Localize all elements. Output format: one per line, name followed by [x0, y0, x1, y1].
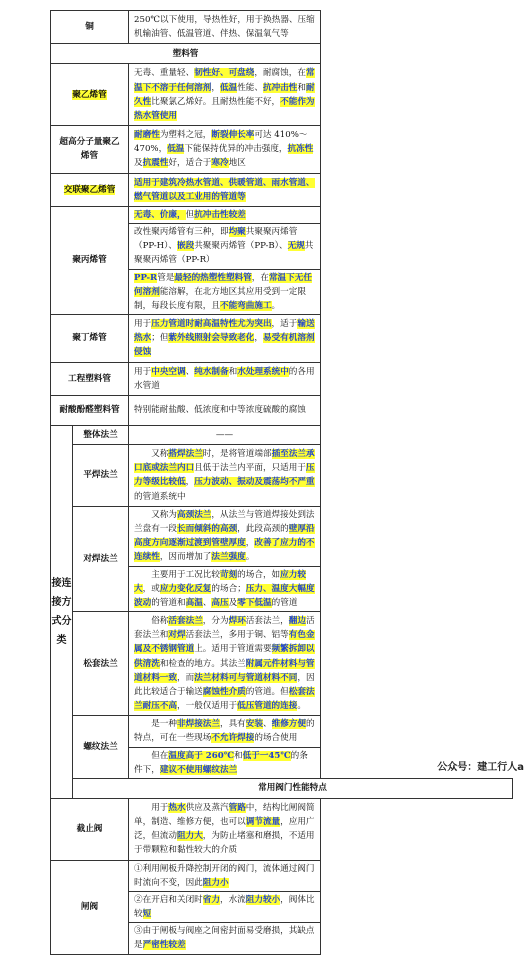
table-row [51, 44, 513, 64]
text: 用于 [134, 319, 152, 330]
keyword: 热水 [168, 802, 186, 813]
text: 活套法兰和 [134, 616, 315, 641]
row-desc-pp [129, 206, 321, 314]
text: ，因此比较适合于输送 [134, 672, 315, 697]
row-label-frp: 耐酸酚醛塑料管 [51, 395, 129, 425]
keyword: 短 [142, 909, 152, 920]
text: 和检查的地方。其法兰 [159, 658, 246, 669]
row-label-pp: 聚丙烯管 [51, 206, 129, 314]
text: 又称 [151, 449, 169, 460]
keyword: 断裂伸长率 [211, 130, 255, 141]
row-label-integral-flange: 整体法兰 [73, 425, 129, 444]
text: 及 [228, 597, 238, 608]
row-desc-pe [129, 64, 321, 126]
text: ，应用广泛，但流动 [134, 817, 315, 842]
keyword: 常温下不溶于任何溶剂 [134, 68, 315, 93]
thread-paragraph-1 [129, 716, 320, 747]
text: ，耐腐蚀，在 [254, 68, 306, 79]
watermark: 公众号：建工行人a [437, 762, 524, 773]
keyword: 压力、温度大幅度波动 [134, 583, 315, 608]
text: 好，适合于 [168, 158, 212, 169]
text: 的各用水管道 [134, 366, 315, 391]
keyword: 压力管道时耐高温特性尤为突出 [151, 319, 272, 330]
row-desc-abs [129, 362, 321, 395]
text: 及 [134, 158, 143, 169]
row-desc-plug-valve [129, 798, 321, 860]
text: ，水流 [219, 894, 246, 905]
keyword: 高压 [211, 597, 229, 608]
keyword: 压力等级比较低 [134, 463, 315, 488]
keyword: 温度高于 260℃ [168, 750, 235, 761]
text: ，为防止堵塞和磨损，不适用于带颗粒和黏性较大的介质 [134, 831, 315, 856]
gate-item-1 [129, 861, 320, 892]
text: 时，是将管道端部 [202, 449, 272, 460]
keyword: 水处理系统中 [237, 366, 289, 377]
row-label-pe [51, 64, 129, 126]
keyword: 紫外线照射会导致老化 [168, 333, 255, 344]
section-heading-valves: 常用阀门性能特点 [73, 778, 513, 798]
text: ， [185, 477, 195, 488]
row-desc-copper: 250℃以下使用，导热性好，用于换热器、压缩机输油管、低温管道、伴热、保温氧气等 [129, 11, 321, 44]
text: 比聚氯乙烯好。且耐热性能不好， [151, 96, 281, 107]
table-row [51, 395, 513, 425]
keyword: 应力较大 [134, 569, 306, 594]
keyword: 低压管道的连接 [237, 701, 298, 712]
text: 和 [228, 366, 238, 377]
row-desc-frp: 特别能耐盐酸、低浓度和中等浓度硫酸的腐蚀 [129, 395, 321, 425]
text: 的管道。但 [245, 686, 289, 697]
table-row [51, 778, 513, 798]
keyword: 苛刻 [219, 569, 238, 580]
text: 和 [234, 750, 243, 761]
keyword: 适用于建筑冷热水管道、供暖管道、雨水管道、燃气管道以及工业用的管道等 [134, 177, 315, 202]
text: 的特点，可在一些现场 [134, 719, 315, 744]
keyword: 嵌段 [177, 241, 195, 252]
text: ，因而增加了 [159, 552, 212, 563]
text: ，适于 [271, 319, 298, 330]
text: 能溶解，在北方地区其应用受到一定限制，每段长度有限，且 [134, 286, 306, 311]
keyword: 安装 [245, 719, 263, 730]
paragraph [134, 447, 315, 504]
pp-segment-1 [129, 207, 320, 224]
text: 为塑料之冠， [159, 130, 212, 141]
row-label-pex [51, 173, 129, 206]
keyword: 寒冷 [211, 158, 229, 169]
text: 供应及蒸汽 [185, 802, 229, 813]
row-desc-loose-flange [129, 612, 321, 716]
keyword: 常温下无任何溶剂 [134, 272, 312, 297]
text: 是一种 [151, 719, 177, 730]
keyword: 不能弯曲施工 [219, 300, 272, 311]
text: ，阀体比较 [134, 894, 315, 920]
keyword: 插至法兰承口底或法兰内口 [134, 449, 315, 474]
row-label-uhmwpe: 超高分子量聚乙烯管 [51, 126, 129, 174]
text: ， [211, 82, 220, 93]
keyword: 管路 [228, 802, 246, 813]
text: 的场合，如 [237, 569, 281, 580]
text: 。 [245, 552, 255, 563]
text: 共聚聚丙烯管（PP-B）、 [194, 241, 288, 252]
text: ， [245, 538, 255, 549]
keyword: 高颈法兰 [177, 509, 212, 520]
keyword: 非焊接法兰 [177, 719, 220, 730]
text: ，或 [142, 583, 160, 594]
row-desc-integral-flange: —— [129, 425, 321, 444]
row-desc-flat-flange [129, 445, 321, 507]
text: ②在开启和关闭时 [134, 894, 203, 905]
keyword: 法兰强度 [211, 552, 246, 563]
table-row [51, 362, 513, 395]
text: 的场合使用 [254, 733, 298, 744]
text: ，一般仅适用于 [177, 701, 238, 712]
text: ；但 [151, 333, 169, 344]
text: 中，结构比闸阀简单，制造、维修方便，也可以 [134, 802, 315, 828]
table-row [51, 798, 513, 860]
table-row [51, 11, 513, 44]
text: 的管道和 [151, 597, 186, 608]
keyword: 维修方便 [271, 719, 306, 730]
row-label-flat-flange: 平焊法兰 [73, 445, 129, 507]
text: ①利用闸板升降控制开闭的阀门，流体通过阀门时流向不变，因此 [134, 863, 315, 888]
keyword: 无毒、价廉， [134, 209, 186, 220]
keyword: 抗冻性 [287, 144, 314, 155]
row-desc-gate-valve [129, 860, 321, 954]
butt-paragraph-2 [129, 567, 320, 612]
text: ，此段高颈的 [237, 523, 289, 534]
keyword: 省力 [202, 894, 220, 905]
table-row [51, 506, 513, 611]
keyword: 纯水制备 [194, 366, 229, 377]
keyword: 阻力大 [177, 831, 203, 842]
text: 的管道 [271, 597, 298, 608]
keyword: 压力波动、振动及震荡均不严重 [194, 477, 315, 488]
text: 、 [185, 366, 195, 377]
keyword: 耐磨性 [134, 130, 160, 141]
keyword: 耐久性 [134, 82, 315, 107]
text: ，具有 [219, 719, 246, 730]
text: ，而 [177, 672, 195, 683]
row-desc-butt-flange [129, 506, 321, 611]
row-label-copper: 铜 [51, 11, 129, 44]
keyword: 低于一45℃ [242, 750, 291, 761]
keyword: 应力变化反复 [159, 583, 212, 594]
table-row [51, 860, 513, 954]
keyword: 附属元件材料与管道材料一致 [134, 658, 315, 683]
text: ③由于闸板与阀座之间密封面易受磨损，其缺点是 [134, 926, 315, 951]
keyword: 频繁拆卸以供清洗 [134, 644, 315, 669]
text: 主要用于工况比较 [151, 569, 220, 580]
keyword: 易受有机溶剂侵蚀 [134, 333, 315, 358]
row-label-thread-flange: 螺纹法兰 [73, 716, 129, 779]
keyword: 不允许焊接 [211, 733, 255, 744]
pipe-material-table [50, 10, 513, 955]
table-row [51, 126, 513, 174]
text: 。 [297, 701, 306, 712]
keyword: 阻力较小 [245, 894, 281, 905]
keyword: 抗冲击性较差 [194, 209, 246, 220]
keyword: 有色金属及不锈钢管道 [134, 630, 315, 655]
keyword: 无规 [287, 241, 305, 252]
keyword: 对焊 [168, 630, 186, 641]
row-label-loose-flange: 松套法兰 [73, 612, 129, 716]
keyword: 不能作为热水管使用 [134, 96, 315, 121]
text: 、 [262, 719, 272, 730]
keyword: 建议不使用螺纹法兰 [159, 764, 238, 775]
table-row [51, 64, 513, 126]
text: 可达 410%～470%， [134, 130, 308, 155]
table-row [51, 173, 513, 206]
keyword: 高温 [185, 597, 203, 608]
pp-segment-2 [129, 224, 320, 270]
gate-item-2 [129, 892, 320, 923]
row-label-gate-valve: 闸阀 [51, 860, 129, 954]
text: 俗称 [151, 616, 169, 627]
text: 共聚聚丙烯管（PP-H）、 [134, 227, 298, 252]
keyword: 壁厚沿高度方向逐渐过渡到管壁厚度 [134, 523, 315, 549]
text: 的场合； [211, 583, 246, 594]
section-heading-plastic: 塑料管 [51, 44, 321, 64]
paragraph [134, 614, 315, 713]
text: 但在 [151, 750, 169, 761]
text: 又称为 [151, 509, 177, 520]
gate-item-3 [129, 923, 320, 953]
keyword: 中央空调 [151, 366, 186, 377]
table-row [51, 425, 513, 444]
text: ， [254, 333, 263, 344]
text: 的条件下， [134, 750, 308, 775]
keyword: 韧性好、可盘绕 [194, 68, 255, 79]
keyword: 焊环 [228, 616, 246, 627]
keyword: 活套法兰 [168, 616, 203, 627]
keyword: 输送热水 [134, 319, 315, 344]
text: 且低于法兰内平面，只适用于 [194, 463, 306, 474]
category-connection: 接连接方式分类 [51, 425, 73, 798]
keyword: 零下低温 [237, 597, 272, 608]
keyword: 腐蚀性介质 [202, 686, 246, 697]
text: 管是 [157, 272, 175, 283]
keyword: 搭焊法兰 [168, 449, 203, 460]
text: 、 [202, 597, 212, 608]
butt-paragraph-1 [129, 507, 320, 567]
text: 地区 [228, 158, 246, 169]
keyword: 最轻的热塑性塑料管 [174, 272, 252, 283]
row-label-abs: 工程塑料管 [51, 362, 129, 395]
text: ，从法兰与管道焊接处到法兰盘有一段 [134, 509, 315, 534]
text: 无毒、重量轻、 [134, 68, 195, 79]
text: 上。适用于管道需要 [194, 644, 272, 655]
keyword: 均聚 [228, 227, 246, 238]
table-row [51, 445, 513, 507]
text: 共聚聚丙烯管（PP-R） [134, 241, 314, 266]
keyword: 抗冲击性 [262, 82, 298, 93]
row-label-butt-flange: 对焊法兰 [73, 506, 129, 611]
row-desc-pb [129, 315, 321, 363]
row-label-plug-valve: 截止阀 [51, 798, 129, 860]
row-label-pb: 聚丁烯管 [51, 315, 129, 363]
text: 和 [297, 82, 306, 93]
text: 改性聚丙烯管有三种，即 [134, 227, 229, 238]
text: ，分为 [202, 616, 229, 627]
table-row [51, 206, 513, 314]
paragraph [134, 801, 315, 858]
text: 。 [271, 300, 281, 311]
row-desc-uhmwpe [129, 126, 321, 174]
keyword: 翻边 [288, 616, 306, 627]
keyword: 改善了应力的不连续性 [134, 538, 315, 563]
table-row [51, 315, 513, 363]
keyword: 严密性较差 [142, 940, 186, 951]
keyword: 长而倾斜的高颈 [177, 523, 238, 534]
text: 性能、 [237, 82, 263, 93]
text: 活套法兰， [245, 616, 289, 627]
text: 用于 [151, 802, 169, 813]
text: 用于 [134, 366, 152, 377]
text: 但 [185, 209, 195, 220]
label-text: 交联聚乙烯管 [63, 184, 116, 195]
label-text: 聚乙烯管 [72, 89, 107, 100]
keyword: PP-R [134, 272, 158, 283]
row-desc-pex [129, 173, 321, 206]
thread-paragraph-2 [129, 748, 320, 778]
keyword: 低温 [219, 82, 238, 93]
keyword: 法兰材料可与管道材料不同 [194, 672, 298, 683]
keyword: 抗震性 [142, 158, 169, 169]
text: 活套法兰，多用于铜、铝等 [185, 630, 289, 641]
keyword: 松套法兰耐压不高 [134, 686, 315, 712]
text: 的管道系统中 [134, 491, 186, 502]
keyword: 阻力小 [202, 877, 229, 888]
table-row [51, 612, 513, 716]
keyword: 低温 [167, 144, 185, 155]
pp-segment-3 [129, 270, 320, 315]
keyword: 调节流量 [245, 817, 281, 828]
text: ，在 [251, 272, 269, 283]
row-desc-thread-flange [129, 716, 321, 779]
text: 下能保持优异的冲击强度， [184, 144, 288, 155]
